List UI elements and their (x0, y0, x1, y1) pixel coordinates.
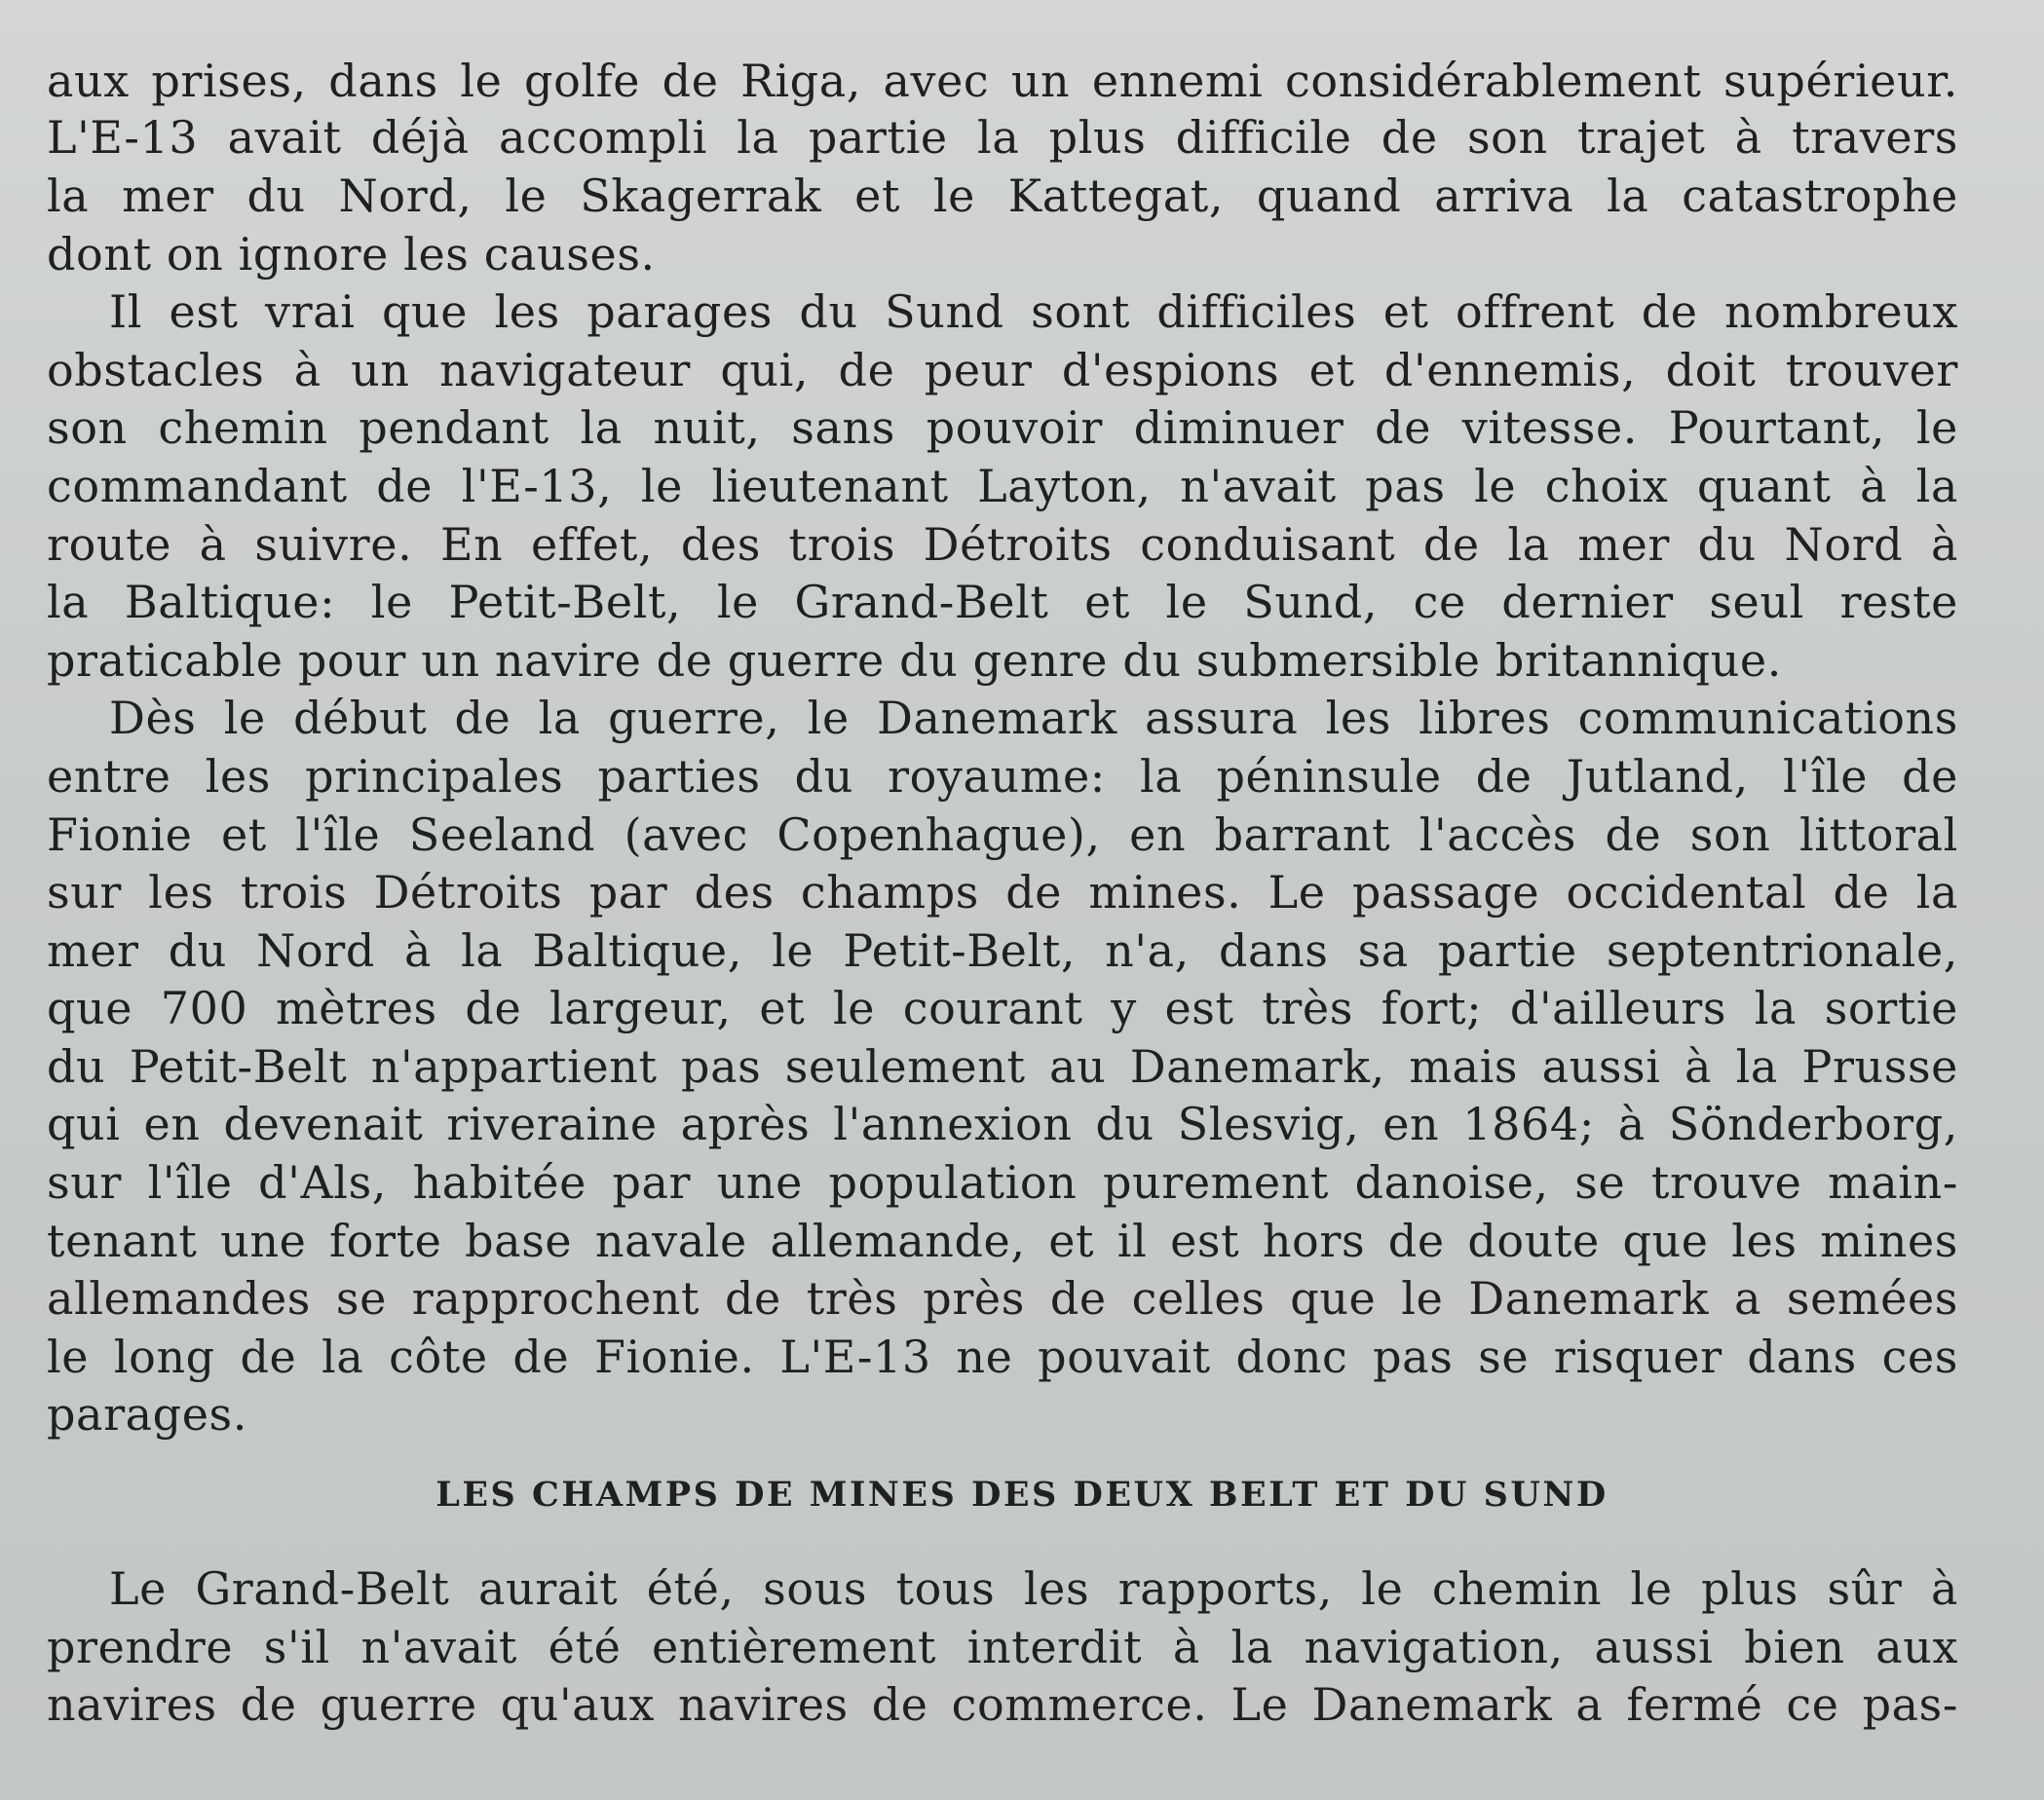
text-line: route à suivre. En effet, des trois Détroits conduisant de la mer du Nord à (47, 518, 1958, 571)
text-line: la mer du Nord, le Skagerrak et le Kattegat, quand arriva la catastrophe (47, 169, 1958, 222)
text-line: son chemin pendant la nuit, sans pouvoir diminuer de vitesse. Pourtant, le (47, 401, 1958, 454)
text-line: qui en devenait riveraine après l'annexion du Slesvig, en 1864; à Sönderborg, (47, 1098, 1958, 1150)
text-line: commandant de l'E-13, le lieutenant Layton, n'avait pas le choix quant à la (47, 460, 1958, 512)
text-line: aux prises, dans le golfe de Riga, avec un ennemi considérablement supérieur. (47, 55, 1958, 107)
text-line: praticable pour un navire de guerre du genre du submersible britannique. (47, 634, 1782, 687)
text-line: le long de la côte de Fionie. L'E-13 ne pouvait donc pas se risquer dans ces (47, 1331, 1958, 1383)
text-line: Dès le début de la guerre, le Danemark assura les libres communications (109, 692, 1958, 744)
text-line: prendre s'il n'avait été entièrement interdit à la navigation, aussi bien aux (47, 1621, 1958, 1673)
text-line: la Baltique: le Petit-Belt, le Grand-Belt et le Sund, ce dernier seul reste (47, 576, 1958, 628)
text-line: obstacles à un navigateur qui, de peur d'espions et d'ennemis, doit trouver (47, 344, 1958, 396)
text-line: tenant une forte base navale allemande, et il est hors de doute que les mines (47, 1215, 1958, 1267)
text-line: Fionie et l'île Seeland (avec Copenhague), en barrant l'accès de son littoral (47, 808, 1958, 861)
text-line: dont on ignore les causes. (47, 228, 656, 281)
text-line: du Petit-Belt n'appartient pas seulement au Danemark, mais aussi à la Prusse (47, 1040, 1958, 1093)
text-line: sur les trois Détroits par des champs de mines. Le passage occidental de la (47, 866, 1958, 919)
text-line: Le Grand-Belt aurait été, sous tous les rapports, le chemin le plus sûr à (109, 1562, 1958, 1615)
text-line: parages. (47, 1388, 247, 1441)
text-line: allemandes se rapprochent de très près de celles que le Danemark a semées (47, 1272, 1958, 1325)
text-line: Il est vrai que les parages du Sund sont difficiles et offrent de nombreux (109, 285, 1958, 338)
section-heading: LES CHAMPS DE MINES DES DEUX BELT ET DU SUND (435, 1475, 1609, 1515)
text-line: que 700 mètres de largeur, et le courant y est très fort; d'ailleurs la sortie (47, 982, 1958, 1034)
text-line: entre les principales parties du royaume: la péninsule de Jutland, l'île de (47, 750, 1958, 803)
text-line: navires de guerre qu'aux navires de commerce. Le Danemark a fermé ce pas- (47, 1678, 1958, 1731)
text-line: L'E-13 avait déjà accompli la partie la plus difficile de son trajet à travers (47, 111, 1958, 164)
text-line: sur l'île d'Als, habitée par une population purement danoise, se trouve main- (47, 1156, 1958, 1209)
text-line: mer du Nord à la Baltique, le Petit-Belt, n'a, dans sa partie septentrionale, (47, 924, 1958, 977)
